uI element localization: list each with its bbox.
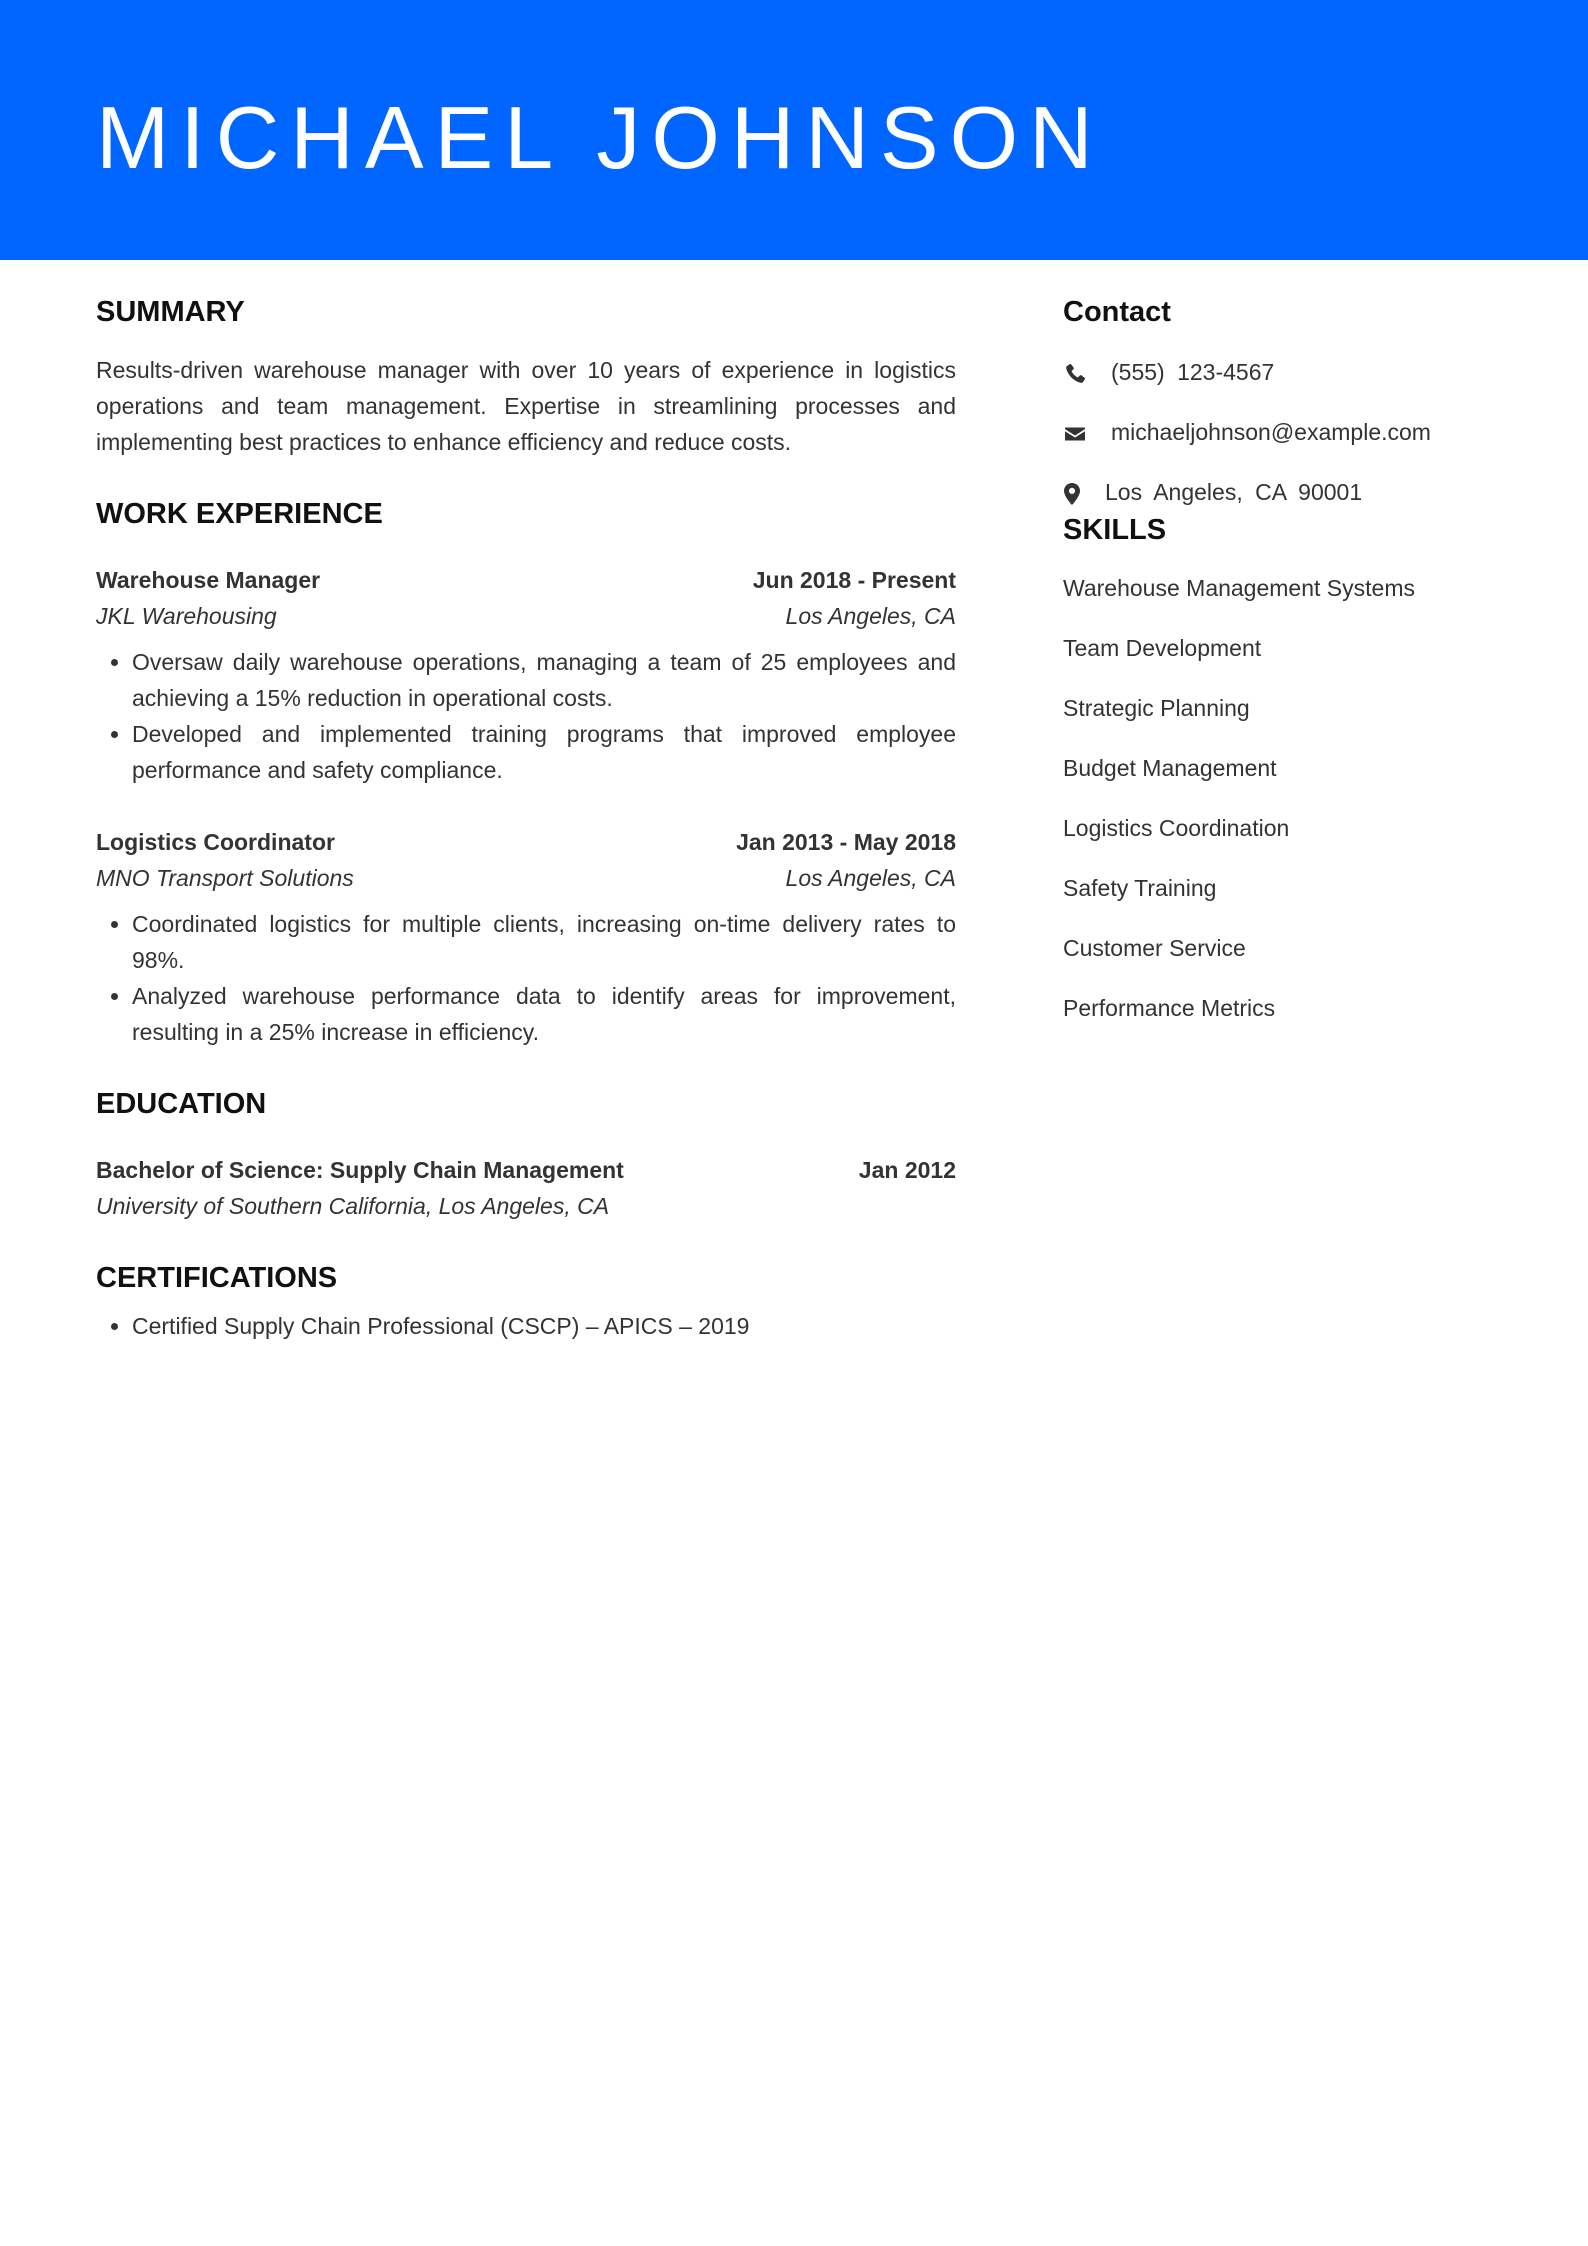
certifications-list <box>96 1308 956 1344</box>
education-degree: Bachelor of Science: Supply Chain Management <box>96 1157 624 1183</box>
job-bullet: • Oversaw daily warehouse operations, managing a team of 25 employees and achieving a 15% reduction in operational costs. <box>132 644 956 716</box>
job-location: Los Angeles, CA <box>785 603 956 629</box>
education-school: University of Southern California, Los Angeles, CA <box>96 1193 610 1219</box>
skill-item: Performance Metrics <box>1063 995 1276 1021</box>
contact-location-text: Los Angeles, CA 90001 <box>1105 479 1363 505</box>
contact-phone-text: (555) 123-4567 <box>1111 359 1275 385</box>
sidebar-column <box>1063 292 1503 1026</box>
job-location: Los Angeles, CA <box>785 865 956 891</box>
education-entry <box>96 1152 956 1224</box>
job-bullet: • Developed and implemented training programs that improved employee performance and safety compliance. <box>132 716 956 788</box>
phone-icon <box>1063 360 1087 384</box>
job-bullet: • Analyzed warehouse performance data to identify areas for improvement, resulting in a 25% increase in efficiency. <box>132 978 956 1050</box>
job-entry <box>96 824 956 1050</box>
job-bullet: • Coordinated logistics for multiple clients, increasing on-time delivery rates to 98%. <box>132 906 956 978</box>
education-heading: EDUCATION <box>96 1088 267 1120</box>
contact-list <box>1063 354 1503 510</box>
skill-item: Team Development <box>1063 635 1262 661</box>
envelope-icon <box>1063 420 1087 444</box>
skills-list <box>1063 570 1503 1026</box>
main-column <box>96 292 956 1344</box>
job-dates: Jun 2018 - Present <box>752 567 956 593</box>
job-company: JKL Warehousing <box>96 603 277 629</box>
skill-item: Customer Service <box>1063 935 1246 961</box>
job-bullets <box>96 644 956 788</box>
job-entry <box>96 562 956 788</box>
skill-item: Warehouse Management Systems <box>1063 575 1415 601</box>
skill-item: Safety Training <box>1063 875 1217 901</box>
job-title: Logistics Coordinator <box>96 829 335 855</box>
job-company: MNO Transport Solutions <box>96 865 354 891</box>
skill-item: Strategic Planning <box>1063 695 1250 721</box>
summary-text: Results-driven warehouse manager with over 10 years of experience in logistics operations and team management. Expertise in streamlining processes and implementing best practices to enhance efficiency and reduce costs. <box>96 357 956 455</box>
map-pin-icon <box>1063 480 1081 504</box>
contact-phone <box>1063 354 1503 390</box>
contact-email <box>1063 414 1503 450</box>
skill-item: Budget Management <box>1063 755 1277 781</box>
job-dates: Jan 2013 - May 2018 <box>736 829 956 855</box>
certification-item: • Certified Supply Chain Professional (CSCP) – APICS – 2019 <box>132 1308 956 1344</box>
header-banner <box>0 0 1588 260</box>
contact-heading: Contact <box>1063 296 1171 328</box>
certifications-heading: CERTIFICATIONS <box>96 1262 338 1294</box>
job-title: Warehouse Manager <box>96 567 321 593</box>
summary-heading: SUMMARY <box>96 296 245 328</box>
skill-item: Logistics Coordination <box>1063 815 1290 841</box>
contact-email-text: michaeljohnson@example.com <box>1111 419 1431 445</box>
job-bullets <box>96 906 956 1050</box>
candidate-name: MICHAEL JOHNSON <box>96 88 1104 187</box>
contact-location <box>1063 474 1503 510</box>
skills-heading: SKILLS <box>1063 514 1167 546</box>
education-date: Jan 2012 <box>858 1157 956 1183</box>
work-experience-heading: WORK EXPERIENCE <box>96 498 383 530</box>
